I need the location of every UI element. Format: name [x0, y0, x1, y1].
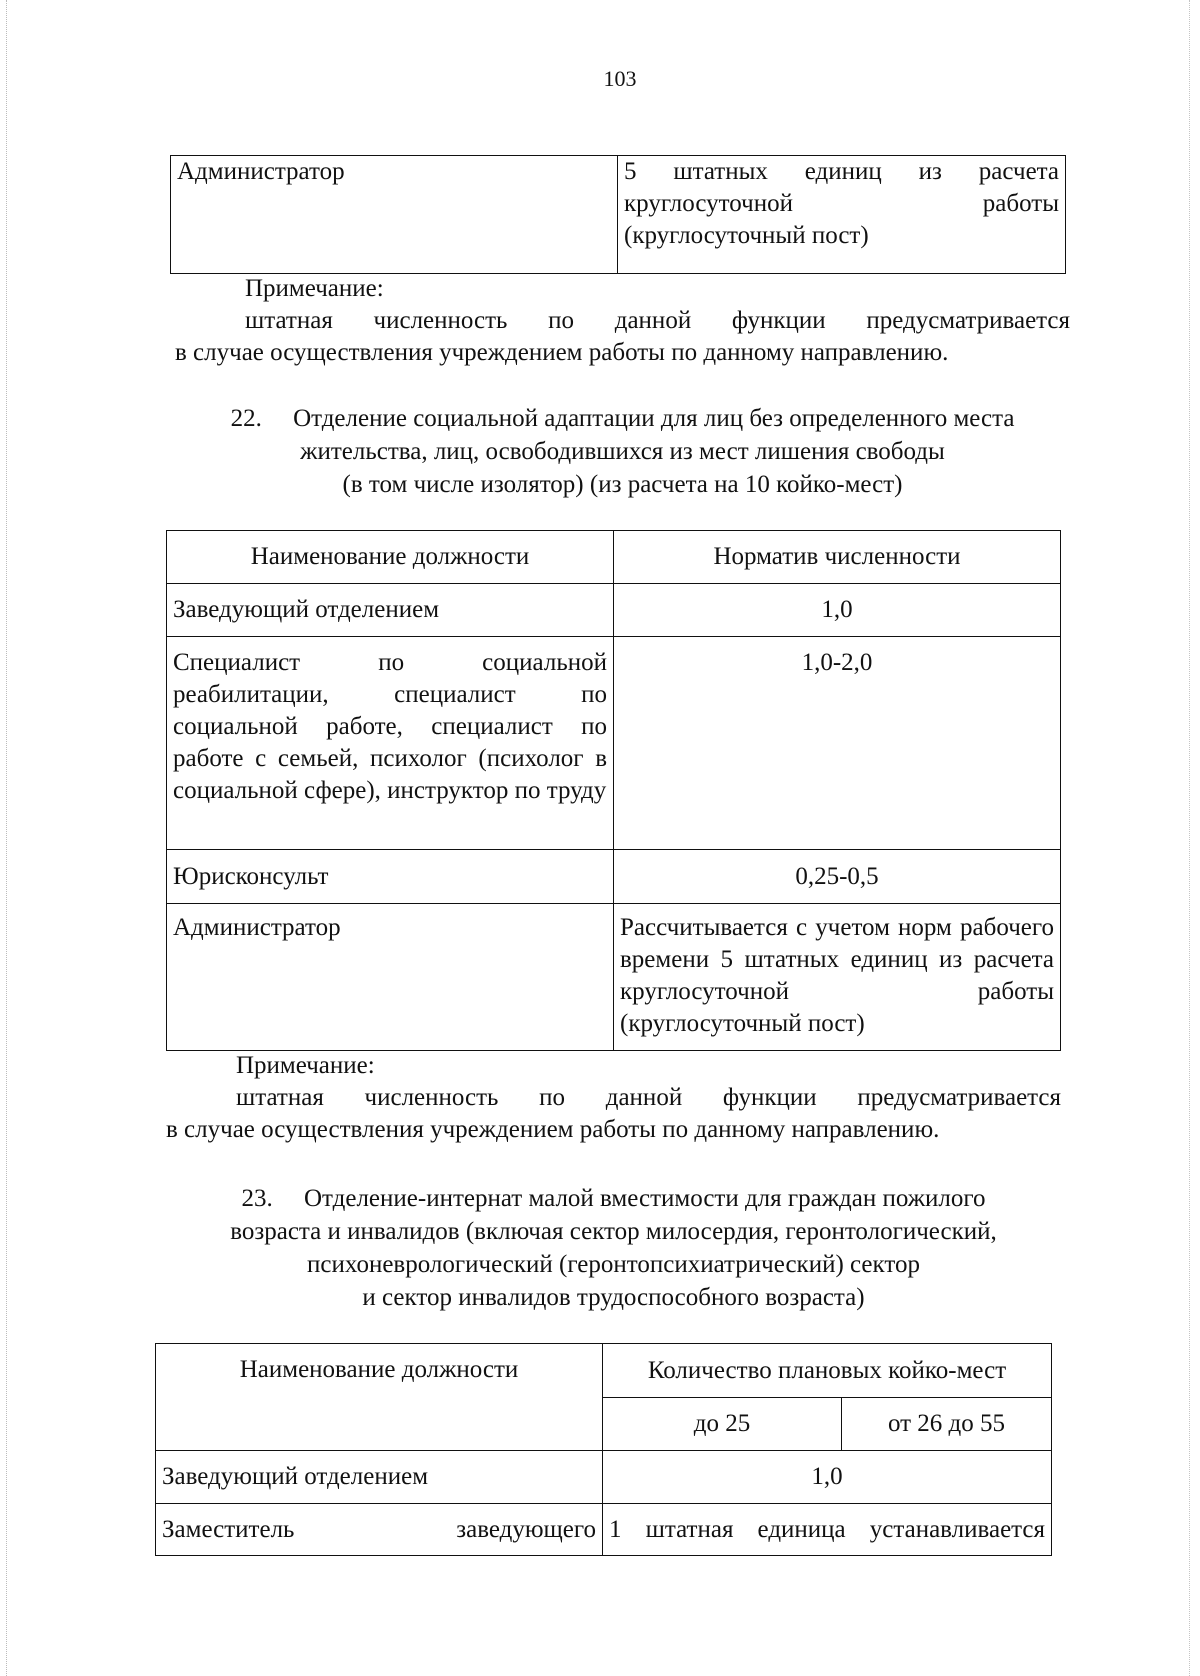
note-line: в случае осуществления учреждением работы по данному направлению.	[175, 339, 949, 366]
heading-text: Отделение социальной адаптации для лиц без определенного места	[293, 405, 1015, 432]
heading-line: (в том числе изолятор) (из расчета на 10 койко-мест)	[342, 471, 903, 498]
norm-cell	[618, 156, 1066, 274]
header-position: Наименование должности	[156, 1344, 603, 1451]
page-number: 103	[603, 66, 637, 91]
norm-cell: Рассчитывается с учетом норм рабочего времени 5 штатных единиц из расчета круглосуточной работы (круглосуточный пост)	[614, 904, 1061, 1051]
position-cell	[171, 156, 618, 274]
position-cell: Юрисконсульт	[167, 850, 614, 904]
table-row	[156, 1504, 1052, 1556]
header-position: Наименование должности	[167, 531, 614, 584]
table-row	[167, 904, 1061, 1051]
header-norm: Норматив численности	[614, 531, 1061, 584]
section-23-heading	[166, 1182, 1061, 1314]
heading-line: жительства, лиц, освободившихся из мест лишения свободы	[300, 438, 945, 465]
heading-line	[166, 1182, 1061, 1215]
position-cell: Администратор	[167, 904, 614, 1051]
norm-cell: 0,25-0,5	[614, 850, 1061, 904]
note-line: в случае осуществления учреждением работы по данному направлению.	[166, 1116, 940, 1143]
position-cell: Заместитель заведующего	[156, 1504, 603, 1556]
position-cell: Заведующий отделением	[167, 584, 614, 637]
section-22-table	[166, 530, 1061, 1051]
note-title: Примечание:	[245, 275, 384, 302]
header-beds: Количество плановых койко-мест	[603, 1344, 1052, 1398]
heading-line	[175, 402, 1070, 435]
section-number: 23.	[241, 1185, 273, 1212]
norm-cell: 1 штатная единица устанавливается	[603, 1504, 1052, 1556]
table-row	[167, 584, 1061, 637]
top-table	[170, 155, 1066, 274]
norm-line: (круглосуточный пост)	[624, 222, 869, 249]
section-number: 22.	[230, 405, 262, 432]
norm-cell: 1,0-2,0	[614, 637, 1061, 850]
heading-line: и сектор инвалидов трудоспособного возраста)	[362, 1284, 865, 1311]
table-row	[171, 156, 1066, 274]
note-line: штатная численность по данной функции предусматривается	[245, 307, 1070, 334]
note-line: штатная численность по данной функции предусматривается	[236, 1084, 1061, 1111]
section-23-table	[155, 1343, 1052, 1556]
section-22-heading	[175, 402, 1070, 501]
table-row	[156, 1451, 1052, 1504]
table-header-row	[167, 531, 1061, 584]
table-row	[167, 850, 1061, 904]
norm-cell: 1,0	[603, 1451, 1052, 1504]
heading-line: возраста и инвалидов (включая сектор милосердия, геронтологический,	[230, 1218, 997, 1245]
position-text: Администратор	[177, 158, 345, 185]
note-2	[166, 1050, 1061, 1146]
subheader-26-to-55: от 26 до 55	[842, 1398, 1052, 1451]
position-cell: Специалист по социальной реабилитации, специалист по социальной работе, специалист по работе с семьей, психолог (психолог в социальной сфере), инструктор по труду	[167, 637, 614, 850]
subheader-up-to-25: до 25	[603, 1398, 842, 1451]
note-title: Примечание:	[236, 1052, 375, 1079]
norm-line: круглосуточной работы	[624, 190, 1059, 217]
note-1	[175, 273, 1070, 369]
scan-edge-right	[1181, 0, 1190, 1676]
heading-text: Отделение-интернат малой вместимости для граждан пожилого	[303, 1185, 986, 1212]
table-row	[167, 637, 1061, 850]
norm-line: 5 штатных единиц из расчета	[624, 158, 1059, 185]
heading-line: психоневрологический (геронтопсихиатрический) сектор	[307, 1251, 920, 1278]
table-header-row	[156, 1344, 1052, 1398]
position-cell: Заведующий отделением	[156, 1451, 603, 1504]
scan-edge-left	[6, 0, 15, 1676]
norm-cell: 1,0	[614, 584, 1061, 637]
